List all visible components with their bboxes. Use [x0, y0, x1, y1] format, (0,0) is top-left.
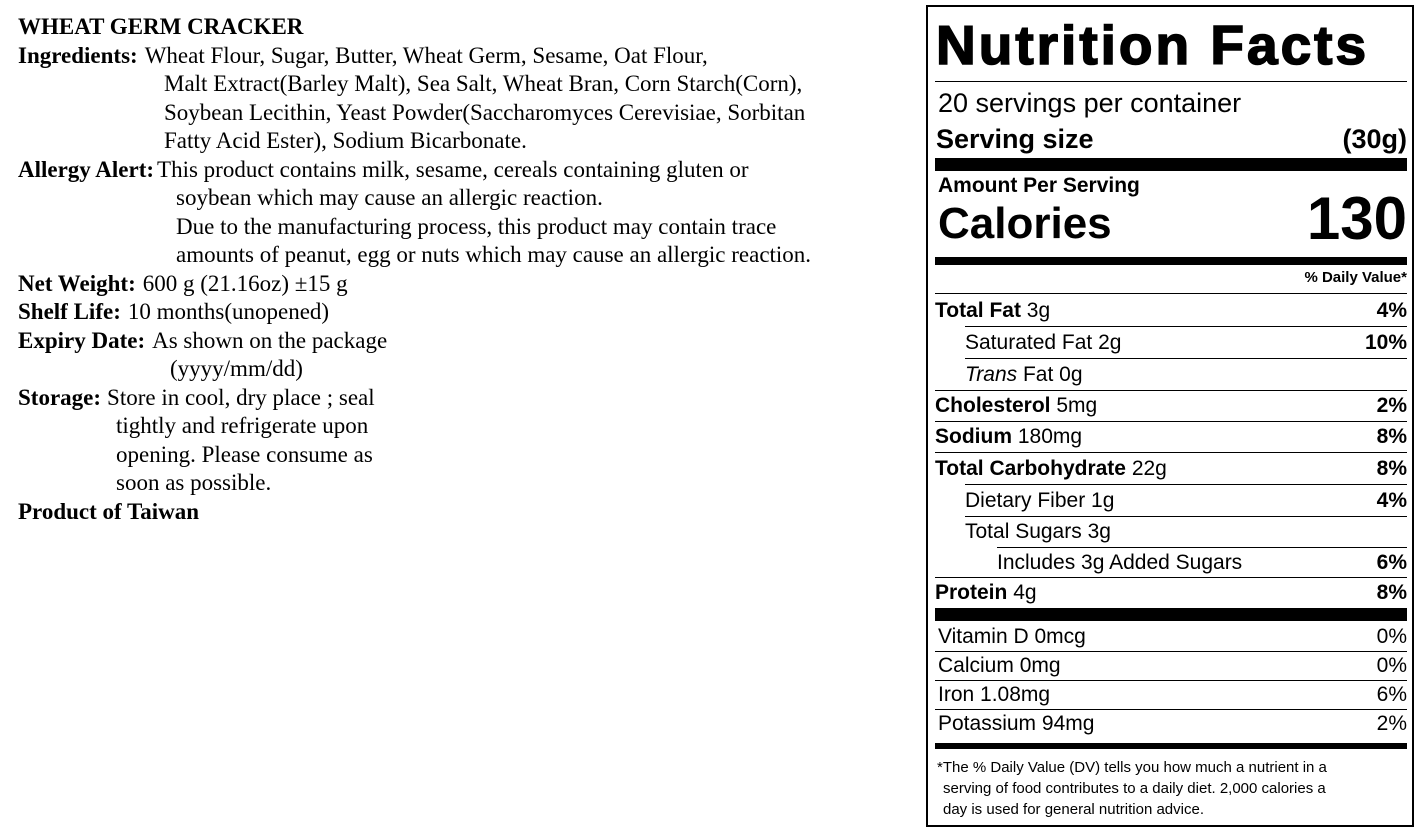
nutrient-name: Cholesterol [935, 393, 1051, 417]
allergy-line-3: Due to the manufacturing process, this product may contain trace [176, 213, 777, 239]
nutrient-row-protein [935, 577, 1407, 608]
vitamin-amount: 0mg [1019, 653, 1061, 677]
product-info [18, 13, 913, 526]
vitamin-row-calcium [938, 651, 1407, 680]
nutrient-name: Total Fat [935, 298, 1021, 322]
ingredients-line-3: Soybean Lecithin, Yeast Powder(Saccharomyces Cerevisiae, Sorbitan [164, 99, 806, 125]
net-weight-value: 600 g (21.16oz) ±15 g [142, 270, 348, 296]
nutrient-amount: 0g [1059, 362, 1083, 386]
nutrient-name: Total Sugars [965, 519, 1082, 543]
vitamin-name: Potassium [938, 711, 1037, 735]
nutrient-dv: 2% [1376, 393, 1407, 417]
vitamin-dv: 0% [1376, 653, 1407, 677]
nutrient-row-total-carbohydrate [935, 453, 1407, 484]
medium-divider [935, 257, 1407, 265]
storage-line-3: opening. Please consume as [116, 441, 373, 467]
storage-line-1: Store in cool, dry place ; seal [107, 384, 375, 410]
nutrient-amount: 4g [1013, 580, 1037, 604]
ingredients-line-1: Wheat Flour, Sugar, Butter, Wheat Germ, Sesame, Oat Flour, [144, 42, 708, 68]
shelf-life-value: 10 months(unopened) [127, 299, 330, 324]
expiry-line-1: As shown on the package [152, 327, 388, 353]
storage-row [18, 384, 913, 413]
nutrient-amount: 1g [1091, 488, 1115, 512]
expiry-row [18, 327, 913, 356]
net-weight-row [18, 270, 913, 299]
vitamin-dv: 2% [1376, 711, 1407, 735]
nutrient-name: Protein [935, 580, 1008, 604]
divider [935, 293, 1407, 294]
nutrient-dv: 4% [1376, 488, 1407, 512]
storage-line-4: soon as possible. [116, 470, 272, 495]
nutrient-dv: 8% [1376, 580, 1407, 604]
shelf-life-label: Shelf Life: [18, 299, 121, 324]
serving-size-value: (30g) [1342, 124, 1407, 154]
footnote-line-2: serving of food contributes to a daily diet. 2,000 calories a [943, 780, 1326, 797]
nutrient-amount: 22g [1131, 456, 1167, 480]
nutrient-amount: 2g [1098, 330, 1122, 354]
nutrient-name: Saturated Fat [965, 330, 1093, 354]
nutrient-amount: 180mg [1017, 424, 1083, 448]
nutrient-row-cholesterol [935, 390, 1407, 421]
ingredients-line-4: Fatty Acid Ester), Sodium Bicarbonate. [164, 128, 527, 153]
expiry-label: Expiry Date: [18, 327, 146, 353]
vitamin-name: Calcium [938, 653, 1014, 677]
footnote-line-1: *The % Daily Value (DV) tells you how much a nutrient in a [937, 759, 1327, 776]
nutrition-title: Nutrition Facts [936, 14, 1370, 76]
nutrient-amount: 3g [1026, 298, 1051, 322]
nutrient-row-trans-fat [935, 359, 1407, 390]
divider [935, 81, 1407, 82]
nutrient-amount: 3g [1087, 519, 1111, 543]
nutrition-facts-panel [926, 5, 1414, 827]
ingredients-line-2: Malt Extract(Barley Malt), Sea Salt, Wheat Bran, Corn Starch(Corn), [164, 71, 803, 96]
vitamin-row-iron [938, 680, 1407, 709]
ingredients-row [18, 42, 913, 71]
daily-value-header: % Daily Value* [1304, 269, 1407, 286]
thick-divider [935, 158, 1407, 171]
nutrient-dv: 8% [1376, 456, 1407, 480]
nutrient-name: Dietary Fiber [965, 488, 1086, 512]
nutrient-row-total-sugars [935, 516, 1407, 547]
vitamin-name: Iron [938, 682, 975, 706]
calories-value: 130 [1306, 185, 1407, 252]
allergy-label: Allergy Alert: [18, 156, 155, 182]
allergy-line-1: This product contains milk, sesame, cereals containing gluten or [157, 156, 749, 182]
shelf-life-row [18, 298, 913, 327]
vitamin-row-potassium [938, 709, 1407, 738]
footnote [937, 757, 1387, 820]
serving-size-row [936, 123, 1407, 155]
nutrient-row-sodium [935, 421, 1407, 452]
nutrient-dv: 10% [1364, 330, 1407, 354]
net-weight-label: Net Weight: [18, 270, 136, 296]
expiry-line-2: (yyyy/mm/dd) [170, 356, 303, 381]
nutrient-row-saturated-fat [935, 327, 1407, 358]
product-title: WHEAT GERM CRACKER [18, 14, 304, 39]
nutrient-row-dietary-fiber [935, 485, 1407, 516]
nutrient-row-total-fat [935, 295, 1407, 326]
ingredients-label: Ingredients: [18, 42, 138, 68]
nutrient-name-italic: Trans [965, 362, 1018, 386]
calories-label: Calories [938, 199, 1112, 248]
nutrient-dv: 8% [1376, 424, 1407, 448]
vitamin-dv: 0% [1376, 624, 1407, 648]
servings-per-container: 20 servings per container [938, 88, 1242, 118]
allergy-line-4: amounts of peanut, egg or nuts which may cause an allergic reaction. [176, 242, 812, 267]
vitamin-name: Vitamin D [938, 624, 1029, 648]
allergy-line-2: soybean which may cause an allergic reaction. [176, 185, 603, 210]
vitamin-amount: 0mcg [1034, 624, 1086, 648]
amount-per-serving: Amount Per Serving [938, 174, 1140, 197]
vitamin-amount: 94mg [1041, 711, 1095, 735]
nutrient-dv: 4% [1376, 298, 1407, 322]
serving-size-label: Serving size [936, 124, 1094, 154]
vitamin-dv: 6% [1376, 682, 1407, 706]
nutrient-dv: 6% [1376, 550, 1407, 574]
allergy-row [18, 156, 913, 185]
vitamin-amount: 1.08mg [980, 682, 1051, 706]
storage-label: Storage: [18, 384, 102, 410]
nutrient-name: Includes 3g Added Sugars [997, 550, 1243, 574]
vitamin-row-vitamin-d [938, 622, 1407, 651]
nutrient-name-rest: Fat [1022, 362, 1054, 386]
storage-line-2: tightly and refrigerate upon [116, 413, 369, 438]
product-origin: Product of Taiwan [18, 498, 200, 524]
footnote-line-3: day is used for general nutrition advice. [943, 801, 1204, 818]
nutrient-name: Total Carbohydrate [935, 456, 1126, 480]
nutrient-name: Sodium [935, 424, 1012, 448]
nutrient-amount: 5mg [1056, 393, 1098, 417]
thick-divider [935, 608, 1407, 621]
nutrient-row-added-sugars [935, 547, 1407, 578]
medium-divider [935, 743, 1407, 749]
